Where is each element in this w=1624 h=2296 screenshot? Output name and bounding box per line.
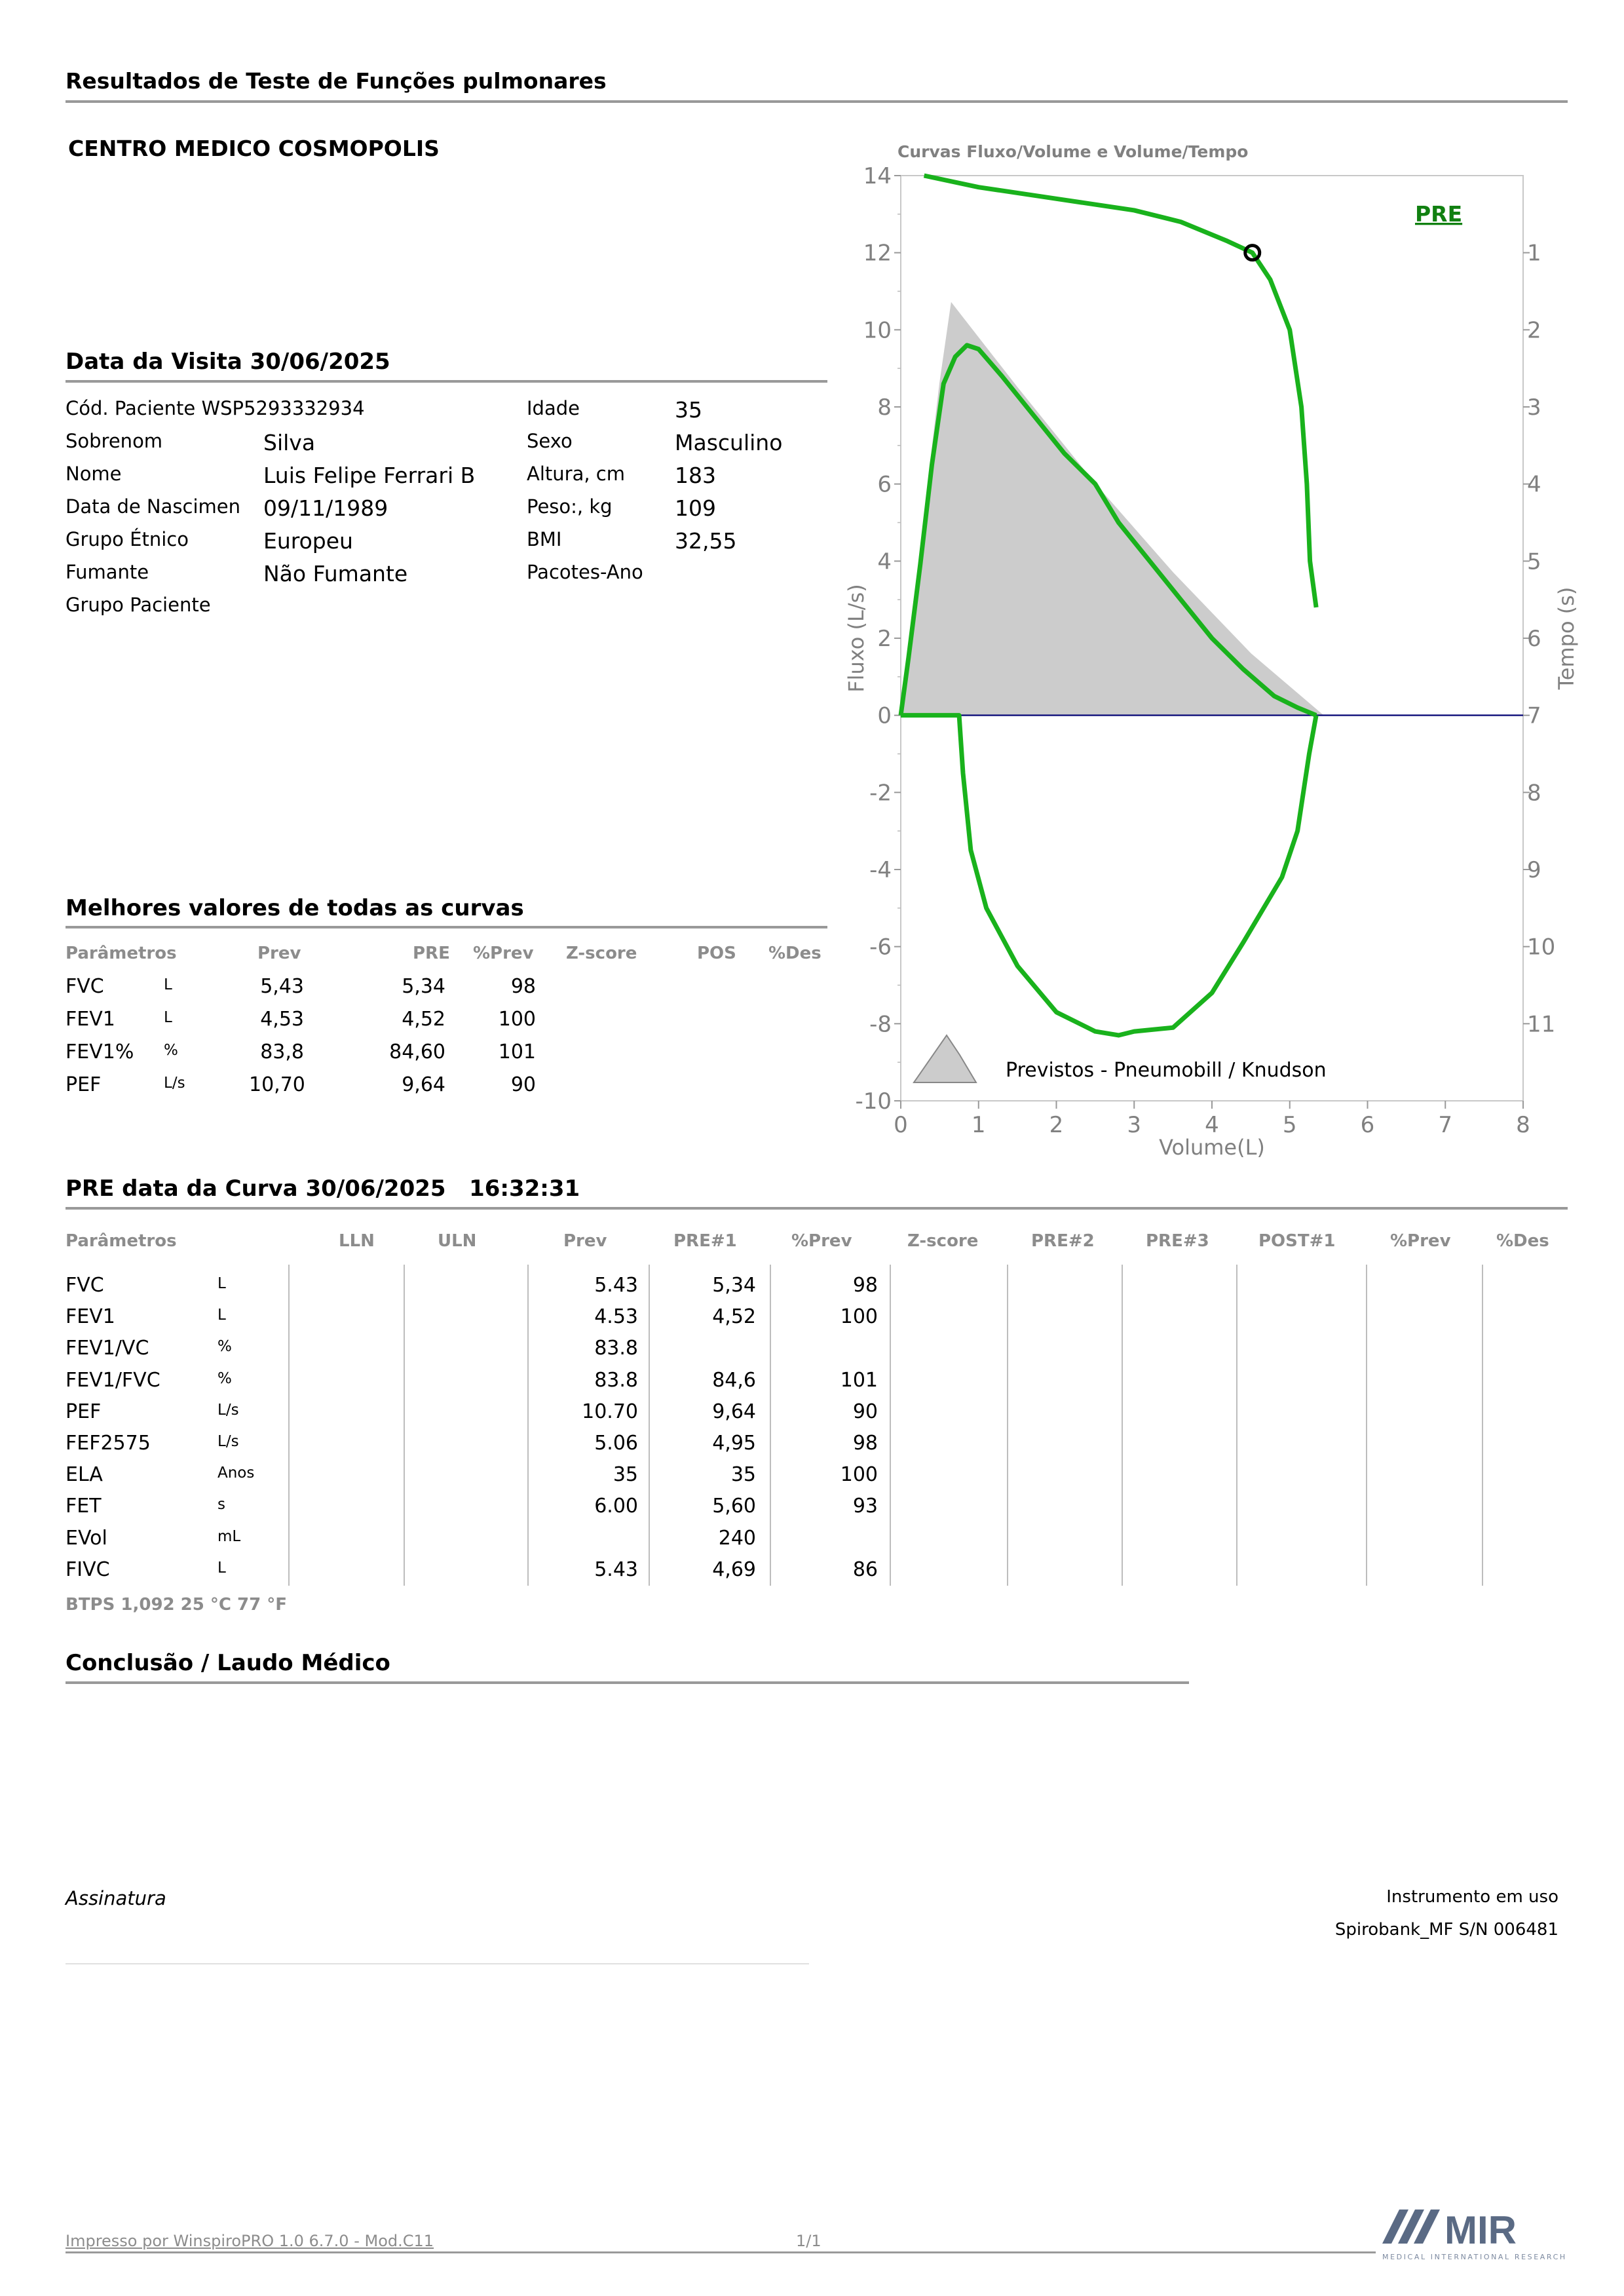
pct-prev-value: 101 <box>840 1368 878 1392</box>
prev-value: 83.8 <box>594 1368 638 1392</box>
prev-value: 5.43 <box>594 1274 638 1297</box>
patient-field-label: Altura, cm <box>527 463 625 485</box>
column-header: Parâmetros <box>66 944 177 963</box>
param-unit: L/s <box>217 1433 239 1450</box>
best-values-divider <box>66 926 827 928</box>
param-unit: L <box>217 1307 226 1324</box>
prev-value: 5.06 <box>594 1432 638 1455</box>
param-name: FEV1% <box>66 1041 134 1063</box>
table-row <box>0 1041 827 1067</box>
table-row <box>0 1432 1568 1458</box>
param-unit: % <box>217 1369 232 1387</box>
x-tick-label: 3 <box>1127 1112 1142 1138</box>
table-row <box>0 1463 1568 1489</box>
pct-prev-value: 93 <box>852 1495 878 1518</box>
y-tick-label: -8 <box>869 1011 892 1038</box>
column-header: Parâmetros <box>66 1231 177 1251</box>
prev-value: 10.70 <box>582 1400 638 1423</box>
pre-curve-divider <box>66 1207 1568 1210</box>
y-axis-label: Fluxo (L/s) <box>844 584 869 693</box>
page-number: 1/1 <box>796 2232 821 2250</box>
pct-prev-value: 90 <box>510 1073 536 1096</box>
signature-label: Assinatura <box>66 1887 166 1909</box>
column-header: POST#1 <box>1258 1231 1336 1251</box>
column-header: POS <box>697 944 736 963</box>
pre-curve-time: 16:32:31 <box>469 1176 580 1202</box>
column-header: PRE#2 <box>1031 1231 1095 1251</box>
column-header: %Des <box>1496 1231 1549 1251</box>
column-header: PRE#1 <box>673 1231 737 1251</box>
column-header: Z-score <box>907 1231 979 1251</box>
patient-field-value: Europeu <box>263 528 353 554</box>
table-row <box>0 1337 1568 1363</box>
x-tick-label: 2 <box>1049 1112 1064 1138</box>
patient-field-label: BMI <box>527 528 562 550</box>
y2-tick-label: 10 <box>1527 934 1556 961</box>
column-header: ULN <box>438 1231 477 1251</box>
y-tick-label: 14 <box>863 163 892 189</box>
column-header: Prev <box>257 944 301 963</box>
x-axis-label: Volume(L) <box>1159 1135 1265 1160</box>
pct-prev-value: 86 <box>852 1558 878 1581</box>
chart-legend <box>914 1035 1327 1082</box>
pre1-value: 35 <box>730 1463 756 1487</box>
patient-field-value: Luis Felipe Ferrari B <box>263 463 476 488</box>
chart-title: Curvas Fluxo/Volume e Volume/Tempo <box>897 142 1249 161</box>
patient-field-value: 09/11/1989 <box>263 495 388 521</box>
patient-field-value: Silva <box>263 430 316 455</box>
column-header: %Prev <box>473 944 534 963</box>
x-tick-label: 1 <box>971 1112 986 1138</box>
btps-line: BTPS 1,092 25 °C 77 °F <box>66 1595 288 1615</box>
legend-label: Previstos - Pneumobill / Knudson <box>1006 1059 1327 1082</box>
patient-field-value: Não Fumante <box>263 561 408 586</box>
column-header: Z-score <box>566 944 637 963</box>
param-name: FEV1/FVC <box>66 1368 161 1392</box>
pre-value: 9,64 <box>402 1073 445 1096</box>
param-unit: mL <box>217 1527 241 1545</box>
patient-field-label: Nome <box>66 463 122 485</box>
y-tick-label: 4 <box>877 548 892 575</box>
table-row <box>0 1527 1568 1553</box>
x-tick-label: 6 <box>1360 1112 1375 1138</box>
patient-field-label: Pacotes-Ano <box>527 561 643 583</box>
prev-value: 4.53 <box>594 1305 638 1329</box>
param-name: FVC <box>66 975 104 998</box>
pct-prev-value: 98 <box>852 1274 878 1297</box>
param-unit: L <box>164 1009 172 1026</box>
param-unit: % <box>164 1042 178 1059</box>
y-tick-label: -4 <box>869 857 892 883</box>
param-unit: L/s <box>217 1401 239 1419</box>
y2-tick-label: 6 <box>1527 626 1541 652</box>
patient-field-value: Masculino <box>675 430 783 455</box>
report-title: Resultados de Teste de Funções pulmonares <box>66 68 607 94</box>
y2-tick-label: 3 <box>1527 394 1541 421</box>
y-tick-label: -10 <box>855 1088 892 1115</box>
param-name: FEV1/VC <box>66 1337 149 1360</box>
table-row <box>0 1369 1568 1395</box>
patient-field-value: 32,55 <box>675 528 737 554</box>
param-name: FET <box>66 1495 102 1518</box>
pre1-value: 4,69 <box>712 1558 756 1581</box>
column-header: %Prev <box>1390 1231 1451 1251</box>
pre1-value: 4,52 <box>712 1305 756 1329</box>
pct-prev-value: 90 <box>852 1400 878 1423</box>
prev-value: 83.8 <box>594 1337 638 1360</box>
series-label: PRE <box>1415 201 1463 227</box>
inspiratory-curve <box>901 716 1316 1035</box>
patient-field-label: Sobrenom <box>66 430 163 452</box>
param-name: FEV1 <box>66 1305 115 1329</box>
param-unit: L/s <box>164 1075 185 1092</box>
logo-text: MIR <box>1445 2208 1517 2252</box>
table-row <box>0 1400 1568 1426</box>
y2-tick-label: 2 <box>1527 317 1541 344</box>
pct-prev-value: 98 <box>510 975 536 998</box>
y-tick-label: 0 <box>877 702 892 729</box>
column-header: PRE <box>413 944 450 963</box>
patient-field-label: Cód. Paciente WSP5293332934 <box>66 397 365 419</box>
patient-field-label: Idade <box>527 397 580 419</box>
conclusion-divider <box>66 1681 1189 1684</box>
table-row <box>0 975 827 1001</box>
patient-field-value: 35 <box>675 397 702 423</box>
x-tick-label: 4 <box>1205 1112 1219 1138</box>
param-unit: L <box>217 1559 226 1577</box>
pct-prev-value: 101 <box>498 1041 536 1063</box>
visit-heading: Data da Visita 30/06/2025 <box>66 349 390 375</box>
param-unit: % <box>217 1338 232 1356</box>
table-row <box>0 1305 1568 1331</box>
prev-value: 4,53 <box>260 1008 304 1031</box>
pre-value: 4,52 <box>402 1008 445 1031</box>
column-header: %Prev <box>791 1231 852 1251</box>
prev-value: 6.00 <box>594 1495 638 1518</box>
y-tick-label: -2 <box>869 780 892 807</box>
prev-value: 5,43 <box>260 975 304 998</box>
y-tick-label: 8 <box>877 394 892 421</box>
pre1-value: 240 <box>718 1526 756 1550</box>
mir-logo <box>1376 2203 1572 2268</box>
y2-tick-label: 11 <box>1527 1011 1556 1038</box>
y2-tick-label: 1 <box>1527 240 1541 267</box>
footer-divider <box>66 2251 1376 2253</box>
column-header: LLN <box>339 1231 375 1251</box>
patient-field-value: 183 <box>675 463 716 488</box>
prev-value: 5.43 <box>594 1558 638 1581</box>
column-header: PRE#3 <box>1146 1231 1209 1251</box>
pre1-value: 4,95 <box>712 1432 756 1455</box>
visit-divider <box>66 380 827 383</box>
patient-field-label: Fumante <box>66 561 149 583</box>
pre1-value: 9,64 <box>712 1400 756 1423</box>
pct-prev-value: 98 <box>852 1432 878 1455</box>
pre1-value: 5,34 <box>712 1274 756 1297</box>
patient-field-label: Grupo Paciente <box>66 594 211 616</box>
table-row <box>0 1274 1568 1300</box>
table-row <box>0 1008 827 1034</box>
y2-tick-label: 7 <box>1527 702 1541 729</box>
patient-field-label: Data de Nascimen <box>66 495 240 518</box>
clinic-name: CENTRO MEDICO COSMOPOLIS <box>68 136 440 161</box>
patient-field-label: Peso:, kg <box>527 495 613 518</box>
param-name: FEV1 <box>66 1008 115 1031</box>
y2-tick-label: 5 <box>1527 548 1541 575</box>
x-tick-label: 7 <box>1438 1112 1453 1138</box>
printed-by: Impresso por WinspiroPRO 1.0 6.7.0 - Mod.C11 <box>66 2232 434 2250</box>
param-name: FEF2575 <box>66 1432 151 1455</box>
pct-prev-value: 100 <box>498 1008 536 1031</box>
param-name: EVol <box>66 1526 107 1550</box>
x-tick-label: 0 <box>894 1112 908 1138</box>
pct-prev-value: 100 <box>840 1463 878 1487</box>
y-tick-label: -6 <box>869 934 892 961</box>
x-tick-label: 5 <box>1282 1112 1297 1138</box>
y-tick-label: 2 <box>877 626 892 652</box>
y2-tick-label: 8 <box>1527 780 1541 807</box>
prev-value: 10,70 <box>249 1073 305 1096</box>
pre-value: 5,34 <box>402 975 445 998</box>
param-name: FIVC <box>66 1558 110 1581</box>
legend-swatch <box>914 1035 976 1082</box>
pre-curve-heading <box>66 1176 580 1202</box>
instrument-model: Spirobank_MF S/N 006481 <box>1334 1920 1558 1940</box>
column-header: %Des <box>768 944 821 963</box>
patient-field-value: 109 <box>675 495 716 521</box>
pre1-value: 5,60 <box>712 1495 756 1518</box>
prev-value: 35 <box>613 1463 638 1487</box>
y2-tick-label: 4 <box>1527 471 1541 498</box>
x-tick-label: 8 <box>1516 1112 1530 1138</box>
logo-subtext: MEDICAL INTERNATIONAL RESEARCH <box>1382 2253 1567 2261</box>
y2-tick-label: 9 <box>1527 857 1541 883</box>
pre-value: 84,60 <box>389 1041 445 1063</box>
column-header: Prev <box>563 1231 607 1251</box>
y-tick-label: 12 <box>863 240 892 267</box>
patient-field-label: Sexo <box>527 430 573 452</box>
pre-curve-date: PRE data da Curva 30/06/2025 <box>66 1176 446 1202</box>
param-name: ELA <box>66 1463 103 1487</box>
param-unit: L <box>217 1275 226 1292</box>
instrument-label: Instrumento em uso <box>1386 1887 1558 1907</box>
flow-volume-chart <box>832 131 1579 1179</box>
pre1-value: 84,6 <box>712 1368 756 1392</box>
pct-prev-value: 100 <box>840 1305 878 1329</box>
y2-axis-label: Tempo (s) <box>1554 586 1579 690</box>
table-row <box>0 1073 827 1100</box>
param-name: PEF <box>66 1073 102 1096</box>
param-name: PEF <box>66 1400 102 1423</box>
param-unit: Anos <box>217 1464 255 1482</box>
y-tick-label: 10 <box>863 317 892 344</box>
param-name: FVC <box>66 1274 104 1297</box>
table-row <box>0 1558 1568 1584</box>
patient-field-label: Grupo Étnico <box>66 528 189 550</box>
signature-line <box>66 1963 809 1964</box>
table-row <box>0 1495 1568 1521</box>
param-unit: s <box>217 1496 225 1514</box>
title-divider <box>66 100 1568 103</box>
y-tick-label: 6 <box>877 471 892 498</box>
conclusion-heading: Conclusão / Laudo Médico <box>66 1650 390 1676</box>
best-values-heading: Melhores valores de todas as curvas <box>66 895 524 921</box>
param-unit: L <box>164 976 172 993</box>
prev-value: 83,8 <box>260 1041 304 1063</box>
